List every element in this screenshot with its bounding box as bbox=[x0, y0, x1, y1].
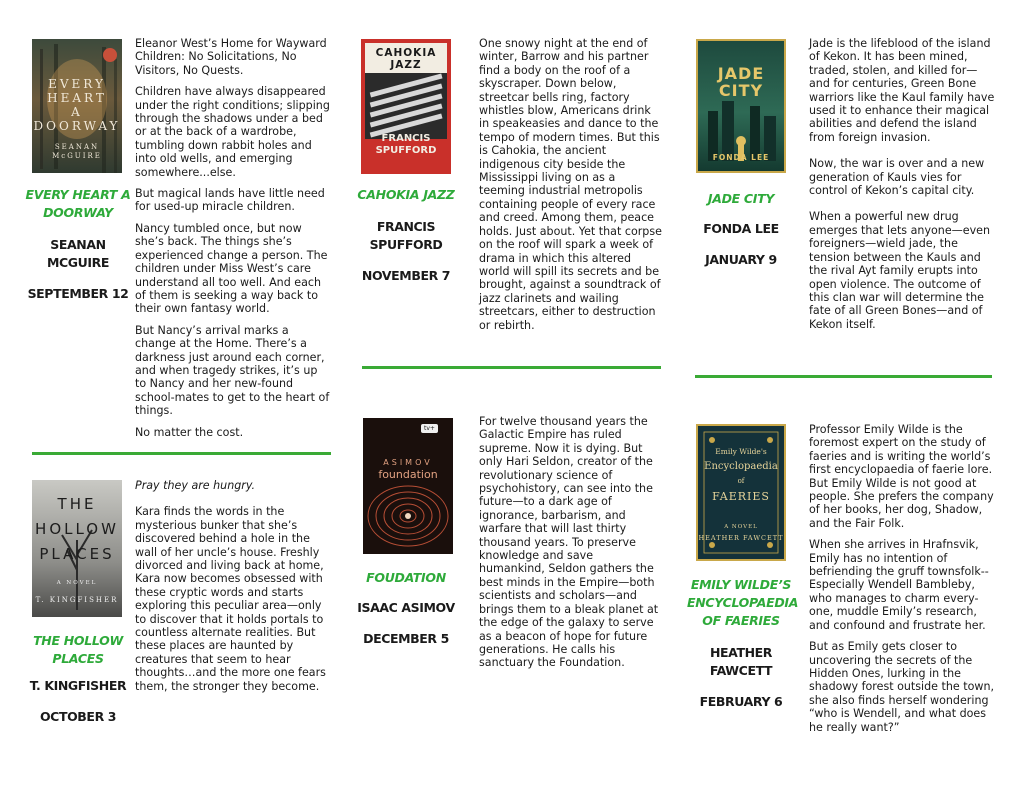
city-skyline-illustration bbox=[698, 41, 784, 171]
divider bbox=[32, 452, 331, 455]
cover-foundation bbox=[363, 418, 453, 554]
paragraph: Eleanor West’s Home for Wayward Children: No Solicitations, No Visitors, No Quests. bbox=[135, 37, 327, 77]
cover-title: JADE CITY bbox=[717, 64, 765, 100]
book-author: T. KINGFISHER bbox=[29, 678, 127, 693]
cover-every-heart-a-doorway bbox=[32, 39, 122, 173]
release-date: DECEMBER 5 bbox=[363, 631, 449, 646]
book-description bbox=[479, 37, 662, 340]
cover-title: foundation bbox=[378, 468, 438, 481]
release-date: JANUARY 9 bbox=[705, 252, 777, 267]
paragraph: Jade is the lifeblood of the island of Kekon. It has been mined, traded, stolen, and killed for—and for centuries, Green Bone warriors like the Kaul family have used it to enhance their magical abilities and defend the island from foreign invasion. bbox=[809, 37, 995, 144]
paragraph: But as Emily gets closer to uncovering the secrets of the Hidden Ones, lurking in the shadowy forest outside the town, she also finds herself wondering “who is Wendell, and what does he really want?” bbox=[809, 640, 995, 734]
paragraph: No matter the cost. bbox=[135, 425, 244, 439]
paragraph: When she arrives in Hrafnsvik, Emily has no intention of befriending the gruff townsfolk-- Especially Wendell Bambleby, who manages to charm every-one, muddle Emily’s research, and confound and frustrate her. bbox=[809, 538, 989, 632]
cover-author: FRANCIS SPUFFORD bbox=[375, 133, 437, 156]
book-title: EVERY HEART A DOORWAY bbox=[25, 187, 131, 220]
book-description bbox=[479, 415, 662, 678]
cover-tag: A NOVEL bbox=[724, 524, 758, 530]
cover-the-hollow-places bbox=[32, 480, 122, 617]
cover-jade-city bbox=[696, 39, 786, 173]
book-title: EMILY WILDE’S ENCYCLOPAEDIA OF FAERIES bbox=[687, 577, 799, 628]
book-description bbox=[135, 37, 331, 447]
cover-title: CAHOKIA JAZZ bbox=[375, 47, 437, 71]
book-author: FRANCIS SPUFFORD bbox=[369, 219, 443, 252]
book-author: ISAAC ASIMOV bbox=[357, 600, 455, 615]
release-date: SEPTEMBER 12 bbox=[27, 286, 129, 301]
cover-title: EVERY HEART A DOORWAY bbox=[33, 77, 121, 133]
paragraph: Nancy tumbled once, but now she’s back. The things she’s experienced change a person. The children under Miss West’s care understand all too well. And each of them is seeking a way back to their own fantasy world. bbox=[135, 221, 328, 316]
spiral-illustration bbox=[363, 418, 453, 554]
paragraph: One snowy night at the end of winter, Barrow and his partner find a body on the roof of a skyscraper. Down below, streetcar bells ring, factory whistles blow, Americans drink in speakeasies and dance to the tempo of modern times. But this is Cahokia, the ancient indigenous city beside the Mississippi living on as a teeming industrial metropolis containing people of every race and creed. Among them, peace holds. Just about. Yet that corpse on the roof will spark a week of drama in which this altered world will spill its secrets and be brought, against a soundtrack of jazz clarinets and wailing streetcars, either to destruction or rebirth. bbox=[479, 37, 662, 332]
book-title: CAHOKIA JAZZ bbox=[357, 187, 455, 202]
paragraph: When a powerful new drug emerges that lets anyone—even foreigners—wield jade, the tension between the Kauls and the rival Ayt family erupts into open violence. The outcome of this clan war will determine the fate of all Green Bones—and of Kekon itself. bbox=[809, 210, 990, 331]
divider bbox=[362, 366, 661, 369]
paragraph: But Nancy’s arrival marks a change at the Home. There’s a darkness just around each corner, and when tragedy strikes, it’s up to Nancy and her new-found school-mates to get to the heart of things. bbox=[135, 323, 330, 418]
paragraph: Pray they are hungry. bbox=[135, 479, 256, 492]
cover-author: SEANAN McGUIRE bbox=[52, 143, 102, 160]
book-title: JADE CITY bbox=[707, 191, 775, 206]
book-description bbox=[809, 37, 995, 339]
cover-author: ASIMOV bbox=[383, 458, 433, 467]
paragraph: For twelve thousand years the Galactic Empire has ruled supreme. Now it is dying. But only Hari Seldon, creator of the revolutionary science of psychohistory, can see into the future—to a dark age of ignorance, barbarism, and warfare that will last thirty thousand years. To preserve knowledge and save humankind, Seldon gathers the best minds in the Empire—both scientists and scholars—and brings them to a bleak planet at the edge of the galaxy to serve as a beacon of hope for future generations. He calls his sanctuary the Foundation. bbox=[479, 415, 659, 670]
paragraph: Children have always disappeared under the right conditions; slipping through the shadows under a bed or at the back of a wardrobe, tumbling down rabbit holes and into old wells, and emerging somewhere...else. bbox=[135, 85, 330, 179]
book-description bbox=[135, 479, 330, 701]
cover-title: THE HOLLOW PLACES bbox=[35, 495, 119, 563]
paragraph: Professor Emily Wilde is the foremost expert on the study of faeries and is writing the world’s first encyclopaedia of faerie lore. But Emily Wilde is not good at people. She prefers the company of her books, her dog, Shadow, and the Fair Folk. bbox=[809, 423, 994, 530]
tv-plus-badge: tv+ bbox=[421, 424, 438, 433]
piano-keys-illustration bbox=[365, 73, 447, 139]
cover-tag: A NOVEL bbox=[56, 580, 98, 586]
cover-title: Emily Wilde's Encyclopaedia of FAERIES bbox=[704, 447, 778, 503]
paragraph: But magical lands have little need for used-up miracle children. bbox=[135, 187, 325, 214]
cover-author: T. KINGFISHER bbox=[35, 596, 119, 604]
book-author: SEANAN MCGUIRE bbox=[46, 237, 110, 270]
release-date: OCTOBER 3 bbox=[39, 709, 117, 724]
book-author: FONDA LEE bbox=[703, 221, 779, 236]
book-title: THE HOLLOW PLACES bbox=[33, 633, 123, 666]
divider bbox=[695, 375, 992, 378]
paragraph: Kara finds the words in the mysterious bunker that she’s discovered behind a hole in the wall of her uncle’s house. Freshly divorced and living back at home, Kara now becomes obsessed with these cryptic words and starts exploring this peculiar area—only to discover that it holds portals to countless alternate realities. But these places are haunted by creatures that seem to hear thoughts…and the more one fears them, the stronger they become. bbox=[135, 505, 326, 693]
cover-cahokia-jazz bbox=[361, 39, 451, 174]
cover-author: HEATHER FAWCETT bbox=[698, 534, 784, 542]
release-date: NOVEMBER 7 bbox=[361, 268, 451, 283]
paragraph: Now, the war is over and a new generation of Kauls vies for control of Kekon’s capital city. bbox=[809, 157, 985, 198]
book-description bbox=[809, 423, 995, 742]
release-date: FEBRUARY 6 bbox=[699, 694, 783, 709]
book-title: FOUDATION bbox=[366, 570, 446, 585]
book-author: HEATHER FAWCETT bbox=[709, 645, 773, 678]
cover-emily-wildes-encyclopaedia bbox=[696, 424, 786, 561]
cover-author: FONDA LEE bbox=[712, 153, 770, 162]
